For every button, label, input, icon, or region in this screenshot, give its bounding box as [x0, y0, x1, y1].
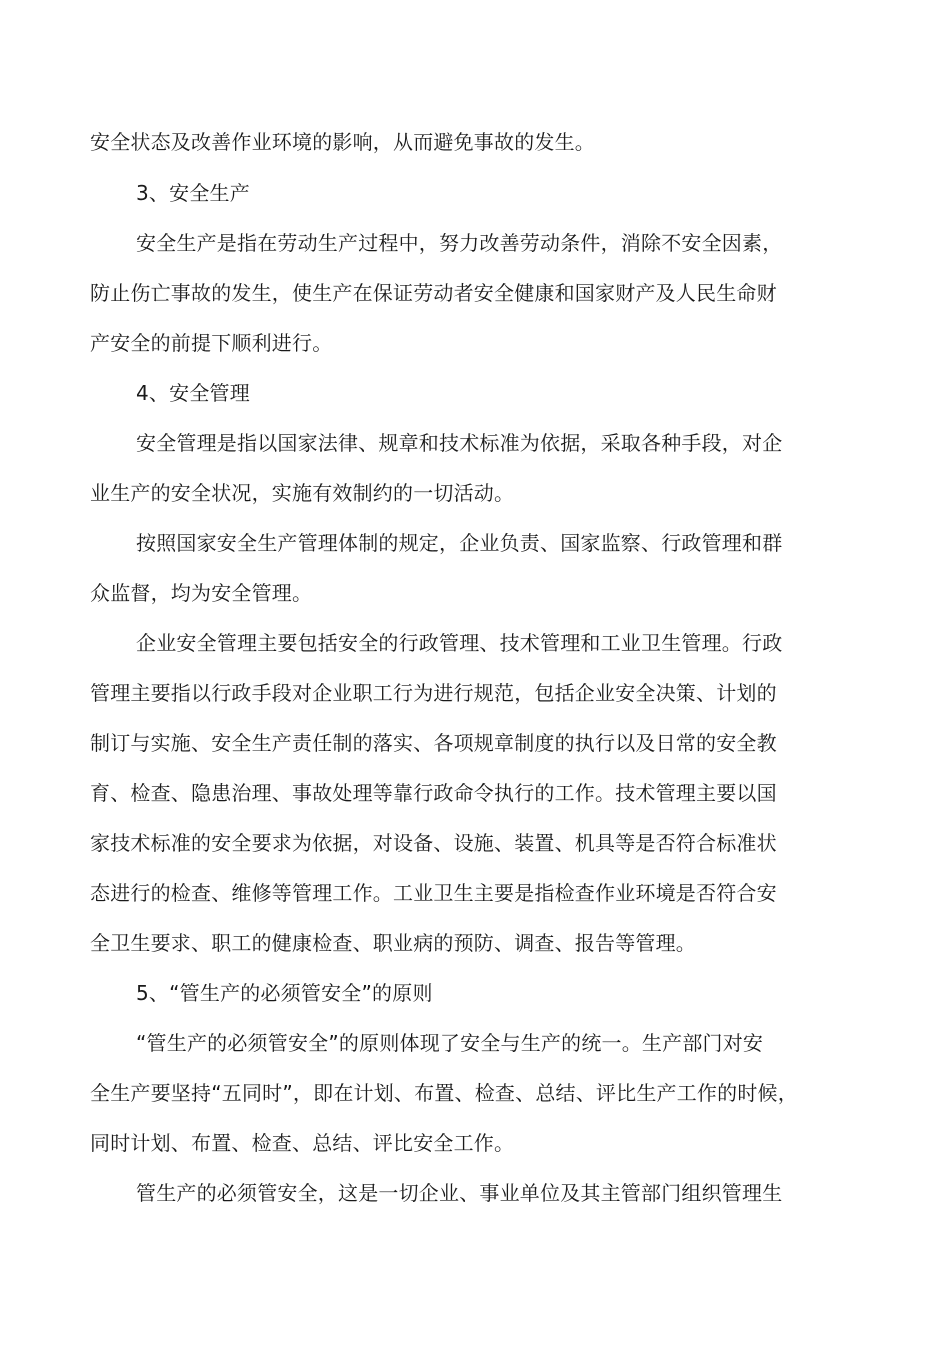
- body-text-line: 业生产的安全状况，实施有效制约的一切活动。: [90, 481, 515, 505]
- paragraph-first-line: “管生产的必须管安全”的原则体现了安全与生产的统一。生产部门对安: [136, 1031, 764, 1055]
- paragraph-first-line: 企业安全管理主要包括安全的行政管理、技术管理和工业卫生管理。行政: [136, 631, 783, 655]
- body-text-line: 全卫生要求、职工的健康检查、职业病的预防、调查、报告等管理。: [90, 931, 696, 955]
- body-text-line: 安全状态及改善作业环境的影响，从而避免事故的发生。: [90, 130, 595, 154]
- paragraph-first-line: 按照国家安全生产管理体制的规定，企业负责、国家监察、行政管理和群: [136, 531, 783, 555]
- body-text-line: 态进行的检查、维修等管理工作。工业卫生主要是指检查作业环境是否符合安: [90, 881, 777, 905]
- body-text-line: 产安全的前提下顺利进行。: [90, 331, 333, 355]
- body-text-line: 制订与实施、安全生产责任制的落实、各项规章制度的执行以及日常的安全教: [90, 731, 777, 755]
- body-text-line: 全生产要坚持“五同时”，即在计划、布置、检查、总结、评比生产工作的时候，: [90, 1081, 798, 1105]
- section-heading: 3、安全生产: [136, 181, 250, 205]
- body-text-line: 育、检查、隐患治理、事故处理等靠行政命令执行的工作。技术管理主要以国: [90, 781, 777, 805]
- section-heading: 5、“管生产的必须管安全”的原则: [136, 981, 433, 1005]
- body-text-line: 家技术标准的安全要求为依据，对设备、设施、装置、机具等是否符合标准状: [90, 831, 777, 855]
- section-heading: 4、安全管理: [136, 381, 250, 405]
- paragraph-first-line: 管生产的必须管安全，这是一切企业、事业单位及其主管部门组织管理生: [136, 1181, 783, 1205]
- paragraph-first-line: 安全管理是指以国家法律、规章和技术标准为依据，采取各种手段，对企: [136, 431, 783, 455]
- body-text-line: 同时计划、布置、检查、总结、评比安全工作。: [90, 1131, 515, 1155]
- body-text-line: 防止伤亡事故的发生，使生产在保证劳动者安全健康和国家财产及人民生命财: [90, 281, 777, 305]
- body-text-line: 管理主要指以行政手段对企业职工行为进行规范，包括企业安全决策、计划的: [90, 681, 777, 705]
- paragraph-first-line: 安全生产是指在劳动生产过程中，努力改善劳动条件，消除不安全因素，: [136, 231, 783, 255]
- body-text-line: 众监督，均为安全管理。: [90, 581, 313, 605]
